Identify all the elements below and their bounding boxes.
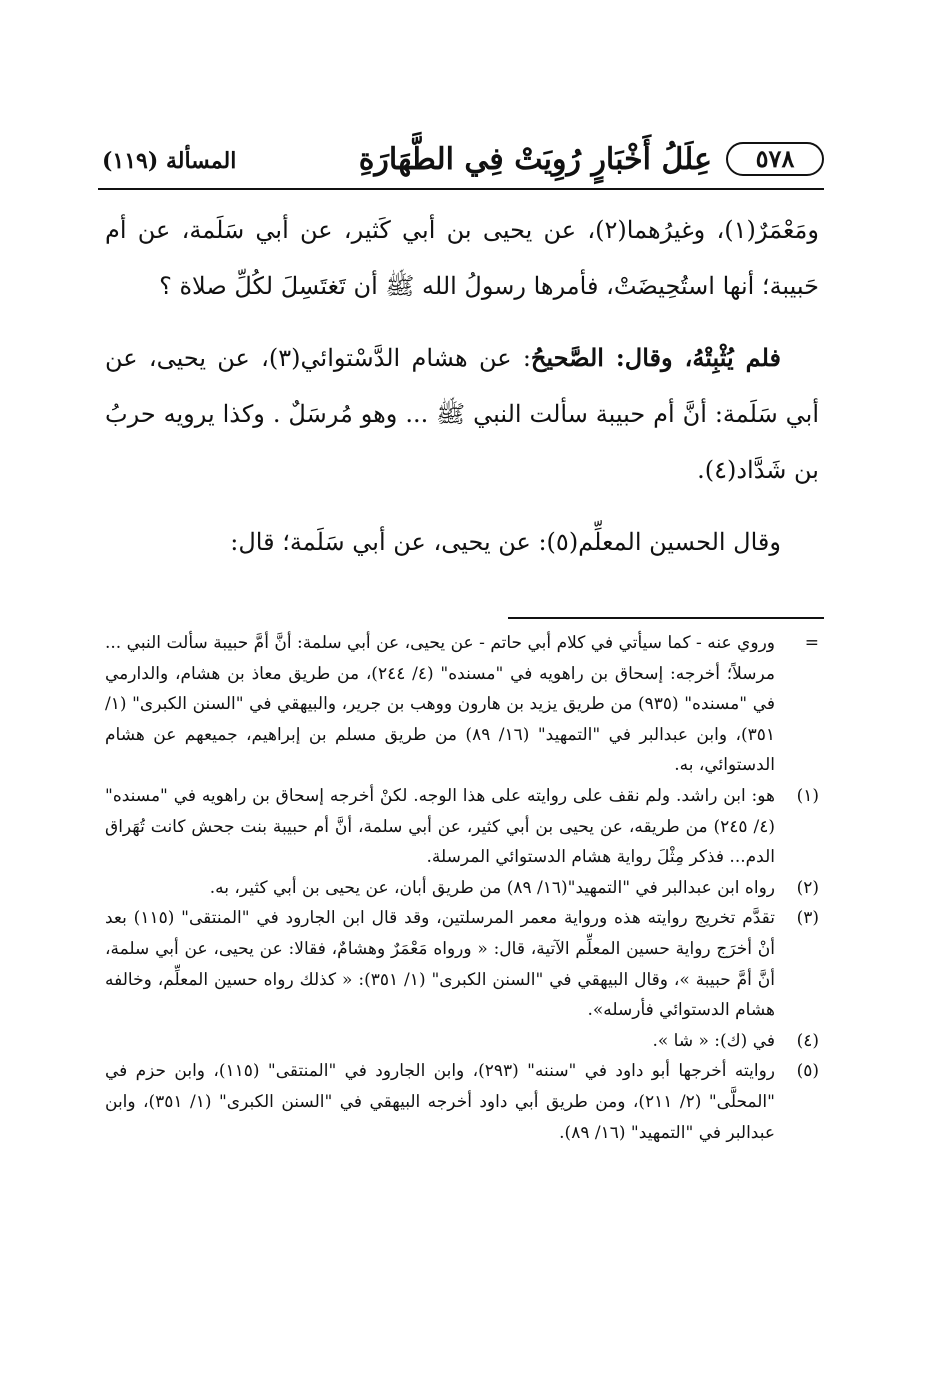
footnote-mark: (٢) [796, 877, 819, 898]
footnote-3 [105, 903, 819, 1025]
footnote-continued [105, 628, 819, 781]
section-label: المسألة (١١٩) [102, 148, 237, 174]
page-header [98, 136, 824, 184]
footnote-1 [105, 781, 819, 873]
footnote-text: هو: ابن راشد. ولم نقف على روايته على هذا الوجه. لكنْ أخرجه إسحاق بن راهويه في "مسنده" (٤/ ٢٤٥) من طريقه، عن يحيى بن أبي كثير، عن أبي سلمة، أنَّ أم حبيبة بنت جحش كانت تُهَراق الدم... فذكر مِثْلَ رواية هشام الدستوائي المرسلة. [105, 785, 775, 868]
book-title: عِلَلُ أَخْبَارٍ رُوِيَتْ فِي الطَّهَارَةِ [358, 142, 712, 177]
main-paragraph-2-rest: : عن هشام الدَّسْتوائي(٣)، عن يحيى، عن أبي سَلَمة: أنَّ أم حبيبة سألت النبي ﷺ ... وهو مُرسَلٌ . وكذا يرويه حربُ بن شَدَّاد(٤). [105, 344, 819, 484]
main-paragraph-3: وقال الحسين المعلِّم(٥): عن يحيى، عن أبي سَلَمة؛ قال: [230, 528, 781, 556]
main-paragraph-1: ومَعْمَرٌ(١)، وغيرُهما(٢)، عن يحيى بن أبي كَثير، عن أبي سَلَمة، عن أم حَبيبة؛ أنها استُحِيضَتْ، فأمرها رسولُ الله ﷺ أن تَغتَسِلَ لكُلِّ صلاة ؟ [105, 216, 819, 300]
footnote-text: تقدَّم تخريج روايته هذه ورواية معمر المرسلتين، وقد قال ابن الجارود في "المنتقى" (١١٥) بعد أنْ أخرَج رواية حسين المعلِّم الآتية، قال: « ورواه مَعْمَرٌ وهشامٌ، فقالا: عن يحيى، عن أبي سلمة، أنَّ أمَّ حبيبة »، وقال البيهقي في "السنن الكبرى" (١/ ٣٥١): « كذلك رواه حسين المعلِّم، وخالفه هشام الدستوائي فأرسله». [105, 908, 775, 1021]
footnote-2 [105, 873, 819, 904]
main-paragraph-2-lead: فلم يُثْبِتْهُ، وقال: الصَّحيحُ [530, 343, 782, 372]
footnote-mark: = [804, 633, 819, 653]
footnote-text: في (ك): « شا ». [652, 1030, 775, 1051]
footnote-text: رواه ابن عبدالبر في "التمهيد"(١٦/ ٨٩) من طريق أبان، عن يحيى بن أبي كثير، به. [209, 877, 775, 898]
footnote-text: وروي عنه - كما سيأتي في كلام أبي حاتم - عن يحيى، عن أبي سلمة: أنَّ أمَّ حبيبة سألت النبي ... مرسلاً؛ أخرجه: إسحاق بن راهويه في "مسنده" (٤/ ٢٤٤)، من طريق معاذ بن هشام، والدارمي في "مسنده" (٩٣٥) من طريق يزيد بن هارون ووهب بن جرير، والبيهقي في "السنن الكبرى" (١/ ٣٥١)، وابن عبدالبر في "التمهيد" (١٦/ ٨٩) من طريق مسلم بن إبراهيم، جميعهم عن هشام الدستوائي، به. [105, 633, 776, 776]
main-paragraph-2 [105, 330, 819, 498]
footnote-5 [105, 1056, 819, 1148]
page-number-badge: ٥٧٨ [726, 142, 824, 176]
footnotes [105, 628, 819, 1148]
footnote-mark: (١) [796, 785, 819, 806]
footnote-text: روايته أخرجها أبو داود في "سننه" (٢٩٣)، وابن الجارود في "المنتقى" (١١٥)، وابن حزم في "المحلَّى" (٢/ ٢١١)، ومن طريق أبي داود أخرجه البيهقي في "السنن الكبرى" (١/ ٣٥١)، وابن عبدالبر في "التمهيد" (١٦/ ٨٩). [105, 1061, 775, 1143]
footnote-divider [508, 617, 824, 619]
footnote-mark: (٤) [796, 1030, 819, 1051]
main-text [105, 202, 819, 570]
footnote-4 [105, 1026, 819, 1057]
footnote-mark: (٣) [796, 908, 819, 929]
header-divider [98, 188, 824, 190]
footnote-mark: (٥) [796, 1061, 819, 1082]
